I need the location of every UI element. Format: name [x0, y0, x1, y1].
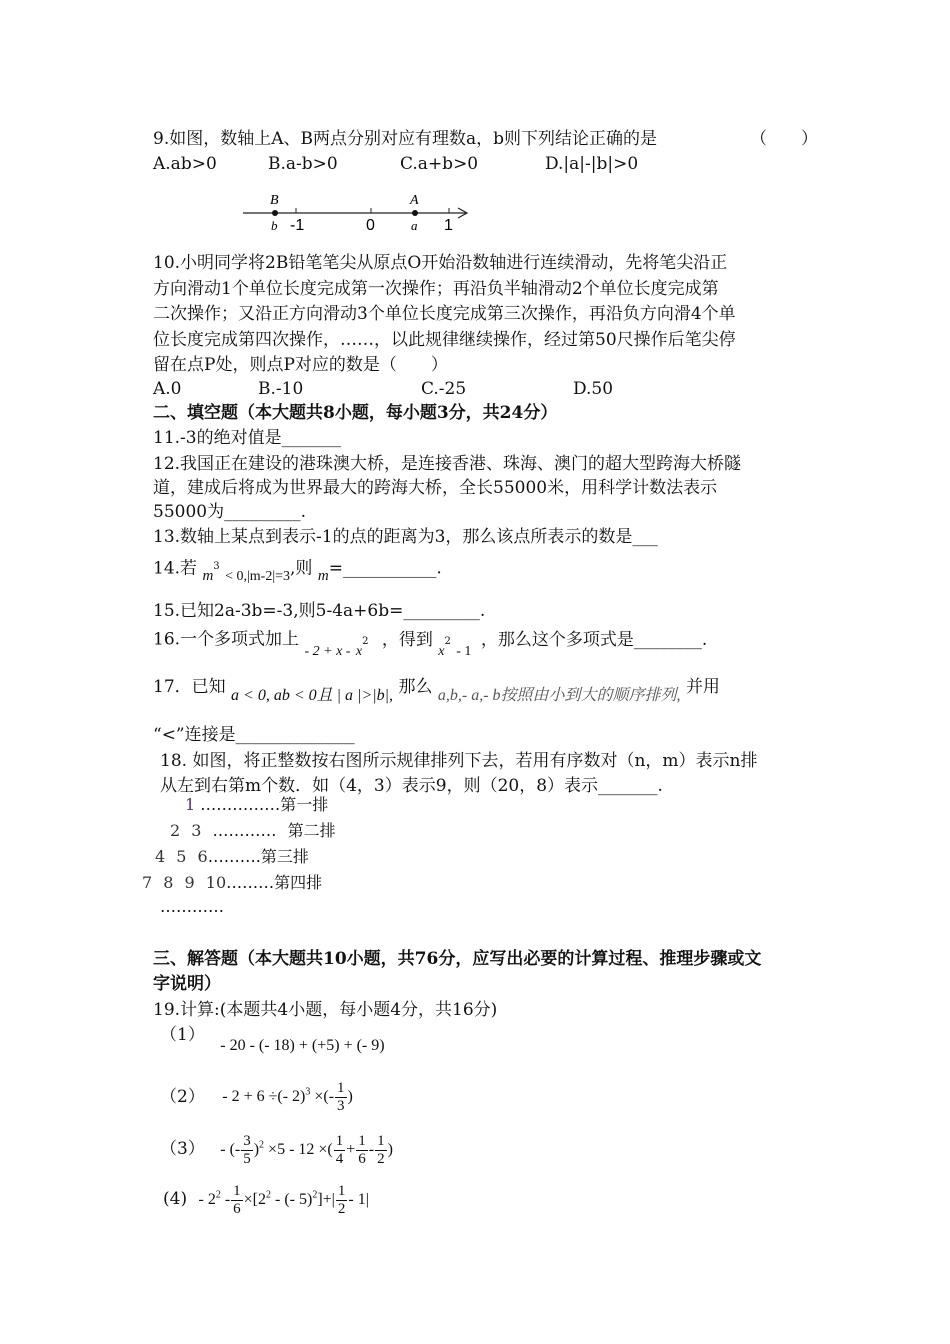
q19-part3-c: ×5 - 12 ×(	[268, 1141, 333, 1159]
triangle-row-1-label: 第一排	[280, 795, 329, 814]
triangle-row-3-nums: 4 5 6	[155, 847, 208, 866]
triangle-row-2	[170, 820, 336, 842]
q9-option-c: C.a+b>0	[400, 154, 479, 174]
q19-part4-frac1	[231, 1183, 243, 1218]
triangle-row-4-dots: ………	[226, 873, 275, 892]
q17-post: 并用	[685, 677, 720, 697]
q14-m2: m	[317, 567, 329, 584]
q19-part2-num: 1	[337, 1080, 345, 1096]
triangle-row-3	[155, 846, 309, 868]
triangle-row-3-label: 第三排	[260, 847, 309, 866]
q17-pre: 17．已知	[153, 677, 226, 697]
number-line-figure	[240, 190, 480, 240]
q19-part4-b: -	[224, 1191, 231, 1209]
q14	[153, 554, 442, 582]
q19-part3-den3: 6	[358, 1151, 366, 1167]
q17-cond: a < 0, ab < 0且 | a |>|b|,	[231, 687, 394, 704]
label-A: A	[410, 193, 419, 208]
q14-m: m	[202, 567, 214, 584]
q19-part2-den: 3	[337, 1098, 345, 1114]
q13: 13.数轴上某点到表示-1的点的距离为3，那么该点所表示的数是___	[153, 527, 658, 547]
label-one: 1	[444, 217, 453, 234]
q15: 15.已知2a-3b=-3,则5-4a+6b=_________.	[153, 601, 486, 621]
q19-part2-a: - 2 + 6 ÷(- 2)	[222, 1088, 306, 1106]
q9-stem	[153, 128, 818, 150]
q10-option-d: D.50	[573, 379, 614, 399]
q12-line-1: 12.我国正在建设的港珠澳大桥，是连接香港、珠海、澳门的超大型跨海大桥隧	[153, 454, 742, 474]
label-a: a	[411, 218, 418, 233]
q16-exp1: 2	[362, 636, 369, 647]
q9-text: 9.如图，数轴上A、B两点分别对应有理数a，b则下列结论正确的是	[153, 129, 658, 149]
q19-part2-c: )	[347, 1088, 353, 1106]
q14-pre: 14.若	[153, 558, 198, 579]
q14-cond: < 0,|m-2|=3	[225, 568, 291, 584]
q19-part4	[163, 1183, 369, 1223]
point-a	[412, 210, 418, 216]
q10-line-1: 10.小明同学将2B铅笔笔尖从原点O开始沿数轴进行连续滑动，先将笔尖沿正	[153, 253, 728, 273]
q19-part4-exp1: 2	[215, 1189, 221, 1201]
q19-part3-label: （3）	[160, 1139, 205, 1160]
q19-part4-label: (4)	[163, 1189, 188, 1210]
q16-exp2: 2	[444, 636, 451, 647]
q19-part3-den4: 2	[377, 1151, 385, 1167]
q12-line-3: 55000为_________.	[153, 502, 306, 522]
triangle-row-2-label: 第二排	[287, 821, 336, 840]
q16-expr2: - 1	[456, 643, 472, 659]
q16-mid: ，得到	[381, 629, 433, 650]
q17-line-2: “<”连接是______________	[153, 725, 355, 745]
q17-list: a,b,- a,- b按照由小到大的顺序排列,	[437, 687, 681, 704]
q19-part3-minus: -	[368, 1141, 375, 1159]
q19-part3-den1: 5	[243, 1151, 251, 1167]
q18-line-2: 从左到右第m个数．如（4，3）表示9，则（20，8）表示_______.	[160, 776, 663, 796]
label-B: B	[270, 193, 279, 208]
q19-part4-f: - 1|	[348, 1191, 369, 1209]
q9-option-b: B.a-b>0	[268, 154, 338, 174]
triangle-row-4-label: 第四排	[274, 873, 323, 892]
q19-part3-num4: 1	[377, 1133, 385, 1149]
label-neg1: -1	[290, 217, 305, 234]
q14-tail: =___________.	[328, 558, 442, 579]
section3-line-2: 字说明）	[153, 974, 221, 994]
q11: 11.-3的绝对值是_______	[153, 428, 342, 448]
q14-mid: ,则	[290, 558, 313, 579]
label-zero: 0	[366, 217, 375, 234]
q19-part3-e: )	[387, 1141, 393, 1159]
q19-part4-exp3: 2	[312, 1189, 318, 1201]
triangle-row-4	[142, 872, 322, 894]
q9-paren: （ ）	[750, 129, 818, 149]
triangle-row-1-nums: 1	[185, 795, 196, 814]
triangle-row-1-dots: ……………	[200, 795, 281, 814]
q19-part3	[160, 1133, 393, 1173]
section3-line-1: 三、解答题（本大题共10小题，共76分，应写出必要的计算过程、推理步骤或文	[153, 949, 762, 969]
q10-line-4: 位长度完成第四次操作，……，以此规律继续操作，经过第50尺操作后笔尖停	[153, 330, 736, 350]
q10-option-b: B.-10	[258, 379, 304, 399]
triangle-row-3-dots: ……….	[207, 847, 261, 866]
q19-part4-expr	[198, 1183, 369, 1217]
q19-part3-num3: 1	[358, 1133, 366, 1149]
q19-part1-label: （1）	[160, 1025, 205, 1045]
q19-part3-a: - (-	[220, 1141, 241, 1159]
q16-expr1: - 2 + x -	[304, 643, 351, 659]
q19-part2-label: （2）	[160, 1087, 205, 1108]
q19-stem: 19.计算:(本题共4小题，每小题4分，共16分)	[153, 1000, 498, 1020]
q19-part3-den2: 4	[335, 1151, 344, 1167]
q18-line-1: 18. 如图，将正整数按右图所示规律排列下去，若用有序数对（n，m）表示n排	[160, 751, 758, 771]
q19-part4-a: - 2	[198, 1191, 216, 1209]
q9-option-d: D.|a|-|b|>0	[545, 154, 639, 174]
q19-part3-frac2	[334, 1133, 346, 1168]
q19-part4-num2: 1	[337, 1183, 346, 1199]
q19-part3-frac4	[375, 1133, 387, 1168]
q16-x: x	[355, 643, 363, 659]
q19-part4-den1: 6	[233, 1201, 241, 1217]
q10-option-a: A.0	[153, 379, 182, 399]
q19-part2-exp: 3	[305, 1086, 311, 1098]
triangle-ellipsis: …………	[160, 897, 224, 916]
triangle-row-2-nums: 2 3	[170, 821, 202, 840]
q12-line-2: 道，建成后将成为世界最大的跨海大桥，全长55000米，用科学计数法表示	[153, 478, 718, 498]
q17-mid: 那么	[398, 677, 433, 697]
triangle-row-4-nums: 7 8 9 10	[142, 873, 227, 892]
q19-part3-frac3	[356, 1133, 368, 1168]
q19-part1	[160, 1024, 385, 1054]
q19-part2-frac	[335, 1080, 347, 1115]
q16-x2: x	[438, 643, 445, 659]
q19-part4-den2: 2	[337, 1201, 346, 1217]
q10-line-3: 二次操作；又沿正方向滑动3个单位长度完成第三次操作，再沿负方向滑4个单	[153, 304, 736, 324]
q19-part3-frac1	[241, 1133, 253, 1168]
label-b: b	[271, 218, 278, 233]
q19-part2	[160, 1080, 353, 1120]
q16	[153, 625, 708, 659]
q10-line-5: 留在点P处，则点P对应的数是（ ）	[153, 355, 448, 375]
q19-part3-b: )	[253, 1141, 260, 1159]
q19-part4-exp2: 2	[266, 1189, 272, 1201]
q19-part2-b: ×(-	[314, 1088, 335, 1106]
q19-part1-expr: - 20 - (- 18) + (+5) + (- 9)	[220, 1037, 385, 1054]
q16-post: ，那么这个多项式是________.	[480, 629, 708, 650]
q19-part3-exp: 2	[259, 1139, 265, 1151]
q17-line-1	[153, 676, 720, 704]
q10-line-2: 方向滑动1个单位长度完成第一次操作；再沿负半轴滑动2个单位长度完成第	[153, 279, 719, 299]
triangle-row-1	[185, 794, 328, 816]
q9-option-a: A.ab>0	[153, 154, 217, 174]
q19-part3-expr	[220, 1133, 393, 1167]
q16-pre: 16.一个多项式加上	[153, 629, 300, 650]
q19-part4-e: ]+|	[317, 1191, 335, 1209]
q19-part4-frac2	[336, 1183, 348, 1218]
q19-part4-c: ×[2	[243, 1191, 267, 1209]
section2-heading: 二、填空题（本大题共8小题，每小题3分，共24分）	[153, 403, 558, 423]
q19-part4-d: - (- 5)	[275, 1191, 313, 1209]
triangle-row-2-dots: …………	[212, 821, 277, 840]
q19-part3-num1: 3	[243, 1133, 251, 1149]
q19-part3-num2: 1	[335, 1133, 344, 1149]
q10-option-c: C.-25	[421, 379, 467, 399]
q19-part4-num1: 1	[233, 1183, 241, 1199]
q14-exp: 3	[213, 561, 220, 572]
q19-part2-expr	[222, 1080, 353, 1114]
point-b	[272, 210, 278, 216]
q19-part3-plus: +	[346, 1141, 356, 1159]
